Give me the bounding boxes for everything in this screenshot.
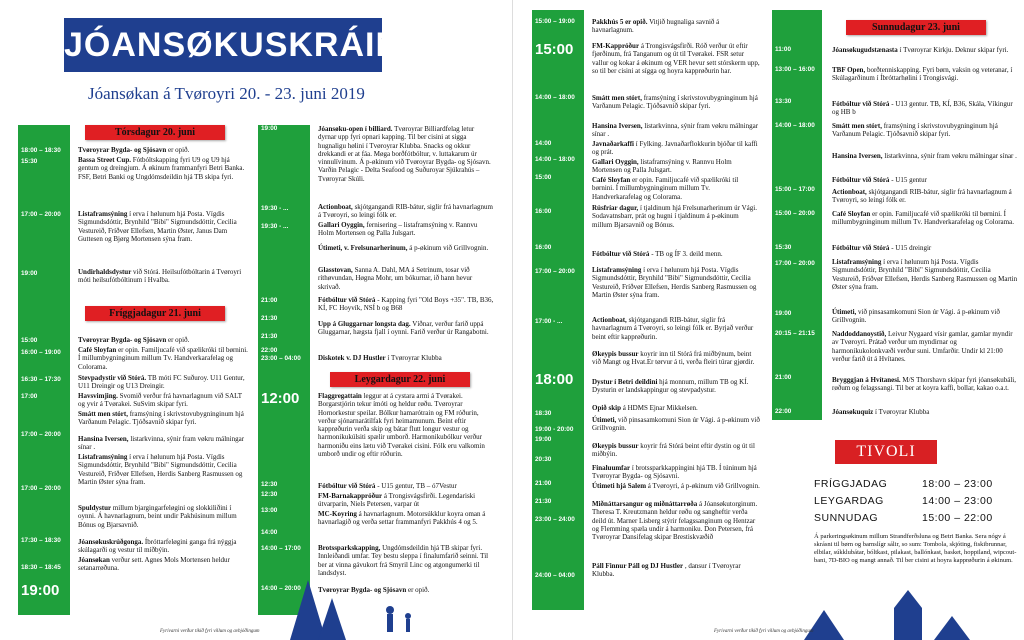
- time-label: 16:00: [535, 244, 552, 251]
- right-page: [514, 0, 1024, 640]
- event-item: Fótbóltur við Stórá - U15 gentur: [832, 176, 927, 184]
- event-item: MC-Koyring á havnarlagnum. Motorsúkklur koyra oman á havnarlagið og verða settar frammanfyri Pakkhús 4 og 5.: [318, 510, 486, 527]
- time-label: 15:30: [21, 158, 38, 165]
- event-item: Økeypis bussur koyrir inn til Stórá frá miðbýnum, beint við Mangt og Hvat.Er tørvur á ti, verða fleiri túrar gjørdir.: [592, 350, 755, 367]
- time-label: 18:30 – 18:45: [21, 564, 61, 571]
- event-item: Gallari Oyggin, fernisering – listaframsýning v. Rannvu Holm Mortensen og Palla Julsgart.: [318, 221, 478, 238]
- event-item: Fótbóltur við Stórá - U13 gentur. TB, KÍ, B36, Skála, Víkingur og HB b: [832, 100, 1013, 117]
- tivoli-time: 14:00 – 23:00: [922, 495, 993, 507]
- time-label: 16:30 – 17:30: [21, 376, 61, 383]
- time-label: 16:00: [535, 208, 552, 215]
- event-item: Dystur í Betri deildini hjá monnum, millum TB og KÍ. Dysturin er landskappingur og stevpadystur.: [592, 378, 749, 395]
- event-item: Smátt men stórt, framsýning í skrivstovubygninginum hjá Varðanum Pelagic. Tjóðsavnið skipar fyri.: [592, 94, 758, 111]
- time-label: 17:00 – 20:00: [21, 211, 61, 218]
- event-item: Spuldystur millum bjargingarfeløgini og slokkiliðini í oynni. Á havnarlagnum, beint undir Pakhúsinum millum Bónus og Bjarsavnið.: [78, 504, 237, 529]
- event-item: Listaframsýning í erva í hølunum hjá Posta. Vígdis Sigmundsdóttir, Brynhild "Bibi" Sigmundsdóttir, Cecilia Vestureið, Fríðvør Ellefsen, Herdis Sanberg Rasmussen og Martin Øster sýna fram.: [832, 258, 1018, 291]
- event-item: Naddoddanoystið, Leivur Nygaard vísir gamlar, gamlar myndir av Tvøroyri. Prátað verður um myndirnar og harmonikukolonkvæði verður suni. Umfarðir. Undir kl 21:00 verður farið út á Hvítanes.: [832, 330, 1013, 363]
- event-item: TBF Open, borðtenniskapping. Fyri børn, vaksin og veteranar, í Skúlagarðinum í Íbróttarhølini í Trongisvági.: [832, 66, 1013, 83]
- page-title: JÓANSØKUSKRÁIN: [64, 18, 382, 72]
- time-label: 17:00 - ...: [535, 318, 563, 325]
- time-label: 15:00: [535, 174, 552, 181]
- tivoli-banner: TIVOLI: [835, 440, 937, 464]
- time-label: 21:00: [535, 480, 552, 487]
- event-item: Jóansøkuskrúðgonga. Íbróttarfeløgini ganga frá nýggja skúlagarði og vestur til míðbýin.: [78, 538, 237, 555]
- time-label: 17:00: [21, 393, 38, 400]
- event-item: Smátt men stórt, framsýning í skrivstovubygninginum hjá Varðanum Pelagic. Tjóðsavnið skipar fyri.: [78, 410, 244, 427]
- event-item: Stevpadystir við Stórá. TB móti FC Suðuroy. U11 Gentur, U11 Dreingir og U13 Dreingir.: [78, 374, 245, 391]
- tivoli-time: 15:00 – 22:00: [922, 512, 993, 524]
- time-label: 11:00: [775, 46, 791, 53]
- time-label: 12:30: [261, 481, 278, 488]
- time-label: 21:00: [775, 374, 792, 381]
- time-label: 24:00 – 04:00: [535, 572, 575, 579]
- time-label: 15:00 – 20:00: [775, 210, 815, 217]
- event-item: Café Sloyfan er opin. Familjucafé við spælikróki til børnini. Í millumbygninginum millum Tv. Handverkarafelag og Colorama.: [832, 210, 1014, 227]
- event-item: Páll Finnur Páll og DJ Hustler , dansur í Tvøroyrar Klubba.: [592, 562, 741, 579]
- time-label: 15:00 – 17:00: [775, 186, 815, 193]
- event-item: Opið skip á HDMS Ejnar Mikkelsen.: [592, 404, 698, 412]
- time-label: 14:00 – 18:00: [775, 122, 815, 129]
- time-label: 17:00 – 20:00: [21, 485, 61, 492]
- event-item: Økeypis bussur koyrir frá Stórá beint eftir dystin og út til miðbýin.: [592, 442, 755, 459]
- time-column-3: [532, 10, 584, 610]
- event-item: Smátt men stórt, framsýning í skrivstovubygninginum hjá Varðanum Pelagic. Tjóðsavnið skipar fyri.: [832, 122, 998, 139]
- time-label: 17:30 – 18:30: [21, 537, 61, 544]
- tivoli-day: LEYGARDAG: [814, 495, 884, 507]
- time-label: 15:30: [775, 244, 792, 251]
- event-item: Jóansøkuquiz í Tvøroyrar Klubba: [832, 408, 930, 416]
- event-item: Fótbóltur við Stórá - U15 dreingir: [832, 244, 932, 252]
- page-subtitle: Jóansøkan á Tvøroyri 20. - 23. juni 2019: [88, 84, 365, 103]
- event-item: Undirhaldsdystur við Stórá. Heilsufótbóltarin á Tvøroyri móti heilsufótbóltinum í Hvalba.: [78, 268, 242, 285]
- time-label: 23:00 – 24:00: [535, 516, 575, 523]
- event-item: Miðnáttarsangur og miðnáttarrøða á Jóansøkutorginum. Theresa T. Kreutzmann heldur røðu og sangheftir verða deild út. Marner Lisberg stýrir felagssanginum og Hentzar og Flemming spæla undir á harmoniku. Don Petersen, frá Tvøroyrar Dansifelag skipar Brestiskvæðið: [592, 500, 758, 542]
- time-label: 22:00: [261, 347, 278, 354]
- tivoli-description: Á parkeringsøkinum millum Strandferðsluna og Betri Banka. Sera nógv á skrásni til børn og barnslígr sálir, so sum: Tombola, skjóting, fiskibrunnar, elbilar, súkklubátar, bóltkast, pilakast, ballónkast, basket, hoppiland, wipcout-bani, 7D-BIO og mangt annað. Til ber cisini at hoyra kapprøðurin á økinum.: [814, 533, 1017, 564]
- event-item: Tvøroyrar Bygda- og Sjósavn er opið.: [318, 586, 430, 594]
- time-label: 19:00 - 20:00: [535, 426, 574, 433]
- time-label: 18:00 – 18:30: [21, 147, 61, 154]
- time-label: 16:00 – 19:00: [21, 349, 61, 356]
- event-item: Fótbóltur við Stórá - Kapping fyri "Old Boys +35". TB, B36, KÍ, FC Hoyvík, NSÍ b og B68: [318, 296, 494, 313]
- time-label: 21:30: [261, 315, 278, 322]
- time-label: 20:30: [535, 456, 552, 463]
- time-label: 20:15 – 21:15: [775, 330, 815, 337]
- day-header-thursday: Tórsdagur 20. juni: [85, 125, 225, 140]
- time-label: 19:00: [261, 125, 278, 132]
- time-label: 21:30: [535, 498, 552, 505]
- event-item: Actionboat, skjótgangandi RIB-bátur, siglir frá havnarlagnum á Tvøroyri, so leingi fólk er.: [318, 203, 493, 220]
- event-item: Hansina Iversen, listarkvinna, sýnir fram vøkru málningar sínar .: [832, 152, 1017, 160]
- event-item: Hansina Iversen, listarkvinna, sýnir fram vøkru málningar sínar .: [592, 122, 759, 139]
- tivoli-day: SUNNUDAG: [814, 512, 879, 524]
- event-item: Rúsfríar dagur, í tjaldinum hjá Frelsunarherinum úr Vági. Sodavatnsbarr, prát og hugni í tjaldinum á p-økinum millum Bjarsavnið og Bónus.: [592, 204, 757, 229]
- time-label: 17:00 – 20:00: [21, 431, 61, 438]
- time-label: 18:00: [535, 371, 574, 388]
- event-item: Útimeti, v. Frelsunarherinum, á p-økinum við Grillvognin.: [318, 244, 489, 252]
- time-label: 17:00 – 20:00: [775, 260, 815, 267]
- footer-note: Fyrivarni verður tikið fyri villum og avbjóðingum: [160, 629, 260, 634]
- event-item: Upp á Gluggarnar longsta dag. Víðnar, verður farið uppá Gluggarnar, hægsta fjall í oynni. Farið verður úr Rangabotni.: [318, 320, 489, 337]
- event-item: Gallari Oyggin, listaframsýning v. Rannvu Holm Mortensen og Palla Julsgart.: [592, 158, 732, 175]
- time-label: 19:30 - ...: [261, 223, 289, 230]
- event-item: Útimeti hjá Salem á Tvøroyri, á p-økinum við Grillvognin.: [592, 482, 760, 490]
- day-header-saturday: Leygardagur 22. juni: [330, 372, 470, 387]
- event-item: Listaframsýning í erva í hølunum hjá Posta. Vígdis Sigmundsdóttir, Brynhild "Bibi" Sigmundsdóttir, Cecilia Vestureið, Fríðvør Ellefsen, Martin Øster, Janus Dam Guttesen og Bjørg Mortensen sýna fram.: [78, 210, 237, 243]
- event-item: Brygggjan á Hvítanesi. M/S Thorshavn skipar fyri jóansøkubáli, røðum og felagssangi. Til ber at koyra kaffi, bollar, kakao o.a.t.: [832, 376, 1017, 393]
- time-label: 14:00: [261, 529, 278, 536]
- event-item: Listaframsýning í erva í hølunum hjá Posta. Vígdis Sigmundsdóttir, Brynhild "Bibi" Sigmundsdóttir, Cecilia Vestureið, Fríðvør Ellefsen, Herdis Sanberg Rasmussen og Martin Øster sýna fram.: [592, 266, 757, 299]
- event-item: Actionboat, skjótgangandi RIB-bátur, siglir frá havnarlagnum á Tvøroyri, so leingi fólk er.: [832, 188, 1012, 205]
- event-item: Fótbóltur við Stórá - U15 gentur, TB – ó7Vestur: [318, 482, 457, 490]
- day-header-sunday: Sunnudagur 23. juni: [846, 20, 986, 35]
- time-label: 19:00: [21, 582, 60, 599]
- time-label: 13:00 – 16:00: [775, 66, 815, 73]
- event-item: Útimeti, við pinsasamkomuni Sion úr Vági. á p-økinum við Grillvognin.: [592, 416, 760, 433]
- time-label: 19:00: [21, 270, 38, 277]
- time-label: 19:00: [775, 310, 792, 317]
- time-label: 19:00: [535, 436, 552, 443]
- event-item: Tvøroyrar Bygda- og Sjósavn er opið.: [78, 336, 190, 344]
- event-item: Jóansøkan verður sett. Agnes Mols Mortensen heldur setanarrøðuna.: [78, 556, 230, 573]
- event-item: Pakkhús 5 er opið. Vitjið hugnaliga savnið á havnarlagnum.: [592, 18, 720, 35]
- event-item: Fótbóltur við Stórá - TB og ÍF 3. deild menn.: [592, 250, 723, 258]
- event-item: Útimeti, við pinsasamkomuni Sion úr Vági. á p-økinum við Grillvognin.: [832, 308, 1000, 325]
- event-item: Hansina Iversen, listarkvinna, sýnir fram vøkru málningar sínar .: [78, 435, 245, 452]
- time-label: 21:00: [261, 297, 278, 304]
- event-item: Finaluumfar í brotssparkkappingini hjá TB. Í túninum hjá Tvøroyrar Bygda- og Sjósavni.: [592, 464, 757, 481]
- event-item: Glasstovan, Sanna A. Dahl, MA á Setrinum, tosar við ríthøvundan, Høgna Mohr, um bókurnar, ið hann hevur skrivað.: [318, 266, 473, 291]
- time-label: 15:00 – 19:00: [535, 18, 575, 25]
- event-item: FM-Kappróður á Trongisvágsfirði. Róð verður út eftir fjørðinum, frá Tanganum og út til Tvørakei. FSR setur vallur og kokar á økinum og VER hevur sett stórskerm upp, so til ber cisini at sígga og hoyra kapprøðurin har.: [592, 42, 760, 75]
- event-item: Havsvimjing. Svomið verður frá havnarlagnum við SALT og yvir á Tvørakei. SuSvim skipar fyri.: [78, 392, 242, 409]
- time-label: 22:00: [775, 408, 792, 415]
- event-item: Café Sloyfan er opin. Familjucafé við spælikróki til børnini. Í millumbygninginum millum Tv. Handverkarafelag og Colorama.: [78, 346, 248, 371]
- time-label: 18:30: [535, 410, 552, 417]
- event-item: Diskotek v. DJ Hustler í Tvøroyrar Klubba: [318, 354, 442, 362]
- time-label: 17:00 – 20:00: [535, 268, 575, 275]
- time-label: 19:30 - ...: [261, 205, 289, 212]
- time-label: 14:00 – 18:00: [535, 94, 575, 101]
- day-header-friday: Fríggjadagur 21. juni: [85, 306, 225, 321]
- time-label: 14:00 – 18:00: [535, 156, 575, 163]
- event-item: Tvøroyrar Bygda- og Sjósavn er opið.: [78, 146, 190, 154]
- trees-silhouette-icon: [270, 570, 430, 640]
- event-item: FM-Barnakappróður á Trongisvágsfirði. Legendariski útvarparin, Niels Petersen, varpar út: [318, 492, 476, 509]
- time-label: 23:00 – 04:00: [261, 355, 301, 362]
- time-column-4: [772, 10, 822, 420]
- time-label: 13:30: [775, 98, 792, 105]
- event-item: Bassa Street Cup. Fótbóltskapping fyri U9 og U9 hjá gentum og dreingjum. Á økinum frammanfyri Betri Banka. FSF, Betri Banki og Ungdómsdeildin hjá TB skipa fyri.: [78, 156, 245, 181]
- event-item: Café Sloyfan er opin. Familjucafé við spælikróki til børnini. Í millumbygninginum millum Tv. Handverkarafelag og Colorama.: [592, 176, 739, 201]
- time-label: 21:30: [261, 333, 278, 340]
- event-item: Jóansøku-open í billiard. Tvøroyrar Billiardfelag letur dyrnar upp fyri opnari kapping. Til ber cisini at sigga hugnaligu hølini í Tvøroyrar Klubba. Snacks og okkur drekkandi er at fáa. Møga borðfótbóltur, v. luttakarum úr vinnulívinum. Á p-økinum við Tvøroyrar Bygda- og Sjósavn. Varðin Pelagic - Delta Seafood og Suðuroyar Sjúkrahús – Tvøroyrar Skúli.: [318, 125, 491, 183]
- tivoli-day: FRÍGGJADAG: [814, 478, 888, 490]
- time-column-1: [18, 125, 70, 615]
- event-item: Listaframsýning í erva í hølunum hjá Posta. Vígdis Sigmundsdóttir, Brynhild "Bibi" Sigmundsdóttir, Cecilia Vestureið, Fríðvør Ellefsen, Herdis Sanberg Rasmussen og Martin Øster sýna fram.: [78, 453, 243, 486]
- time-label: 14:00: [535, 140, 552, 147]
- event-item: Actionboat, skjótgangandi RIB-bátur, siglir frá havnarlagnum á Tvøroyri, so leingi fólk er. Byrjað verður beint eftir kapprøðurin.: [592, 316, 754, 341]
- time-label: 15:00: [21, 337, 38, 344]
- time-label: 13:00: [261, 507, 278, 514]
- church-silhouette-icon: [804, 580, 984, 640]
- time-column-2: [258, 125, 310, 615]
- event-item: Javnaðarkaffi í Fylking. Javnaðarflokkurin bjóðar til kaffi og prát.: [592, 140, 758, 157]
- time-label: 14:00 – 17:00: [261, 545, 301, 552]
- time-label: 15:00: [535, 41, 574, 58]
- event-item: Flaggregattain leggur at á cystara armi á Tvørakei. Borgarstjórin tekur ímóti og heldur røðu. Tvøroyrar Hornorkestur speilar. Bólkur hamarótrain og FM róðurin, verður sjónarnarátilfak fyri heimamunum. Beint eftir kapprøðurin verða skip og bátar flutt longur vestur og harmonikukúlsiti spælir umborð. Harmonikubólkur verður harmoniðu eins lætu við Tvørakei cisini. Fólk eru valkomin umborð undir og eftir róðurin.: [318, 392, 485, 459]
- footer-note: Fyrivarni verður tikið fyri villum og avbjóðingum: [714, 629, 814, 634]
- event-item: Brotssparkskapping, Ungdómsdeildin hjá TB skipar fyri. Innleiðandi umfar. Tey bestu sleppa í finalumfarið seinni. Til ber at vinna gávukort frá Smyril Linc og atgongumerki til landsdyst.: [318, 544, 489, 577]
- time-label: 12:00: [261, 390, 300, 407]
- tivoli-time: 18:00 – 23:00: [922, 478, 993, 490]
- event-item: Jóansøkugudstænasta í Tvøroyrar Kirkju. Deknur skipar fyri.: [832, 46, 1009, 54]
- time-label: 14:00 – 20:00: [261, 585, 301, 592]
- time-label: 12:30: [261, 491, 278, 498]
